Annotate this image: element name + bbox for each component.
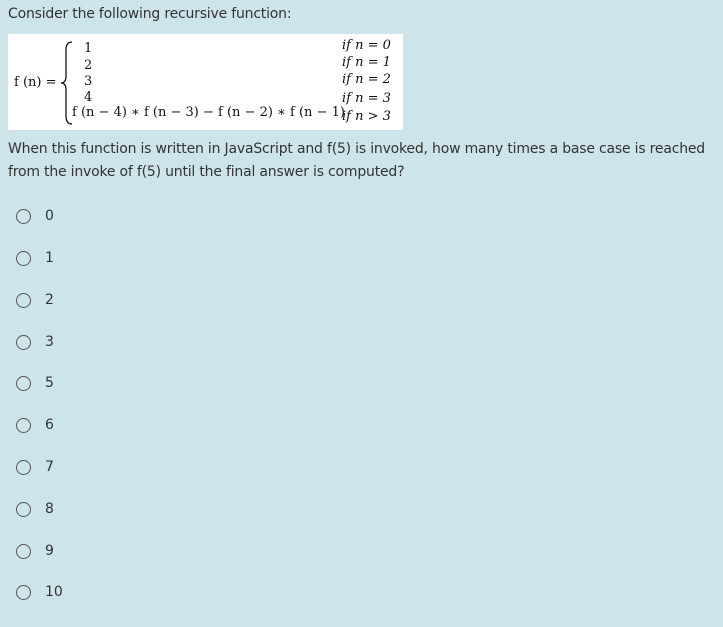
- option-label: 10: [45, 584, 63, 600]
- case-value-3: 4: [84, 90, 93, 105]
- radio-button[interactable]: [16, 209, 31, 224]
- case-value-4: f (n − 4) ∗ f (n − 3) − f (n − 2) ∗ f (n − 1): [72, 105, 345, 120]
- option-3[interactable]: [16, 331, 54, 353]
- option-7[interactable]: [16, 456, 54, 478]
- case-condition-2: if n = 2: [342, 72, 391, 87]
- formula-lhs: f (n) =: [14, 75, 57, 90]
- radio-button[interactable]: [16, 460, 31, 475]
- case-condition-0: if n = 0: [342, 38, 391, 53]
- radio-button[interactable]: [16, 418, 31, 433]
- option-label: 8: [45, 501, 54, 517]
- option-label: 9: [45, 543, 54, 559]
- radio-button[interactable]: [16, 335, 31, 350]
- case-value-0: 1: [84, 41, 93, 56]
- formula-image: [8, 34, 403, 130]
- option-8[interactable]: [16, 498, 54, 520]
- option-5[interactable]: [16, 372, 54, 394]
- radio-button[interactable]: [16, 585, 31, 600]
- option-label: 7: [45, 459, 54, 475]
- radio-button[interactable]: [16, 293, 31, 308]
- radio-button[interactable]: [16, 502, 31, 517]
- option-label: 1: [45, 250, 54, 266]
- option-label: 0: [45, 208, 54, 224]
- option-10[interactable]: [16, 581, 63, 603]
- option-label: 6: [45, 417, 54, 433]
- radio-button[interactable]: [16, 376, 31, 391]
- option-0[interactable]: [16, 205, 54, 227]
- option-label: 3: [45, 334, 54, 350]
- option-2[interactable]: [16, 289, 54, 311]
- question-text: When this function is written in JavaScript and f(5) is invoked, how many times a base case is reached from the invoke of f(5) until the final answer is computed?: [8, 141, 705, 180]
- option-9[interactable]: [16, 540, 54, 562]
- option-label: 2: [45, 292, 54, 308]
- question-intro: Consider the following recursive function:: [8, 6, 292, 22]
- case-value-2: 3: [84, 74, 93, 89]
- option-label: 5: [45, 375, 54, 391]
- option-1[interactable]: [16, 247, 54, 269]
- case-value-1: 2: [84, 58, 93, 73]
- case-condition-3: if n = 3: [342, 91, 391, 106]
- case-condition-4: if n > 3: [342, 109, 391, 124]
- option-6[interactable]: [16, 414, 54, 436]
- radio-button[interactable]: [16, 544, 31, 559]
- case-condition-1: if n = 1: [342, 55, 391, 70]
- radio-button[interactable]: [16, 251, 31, 266]
